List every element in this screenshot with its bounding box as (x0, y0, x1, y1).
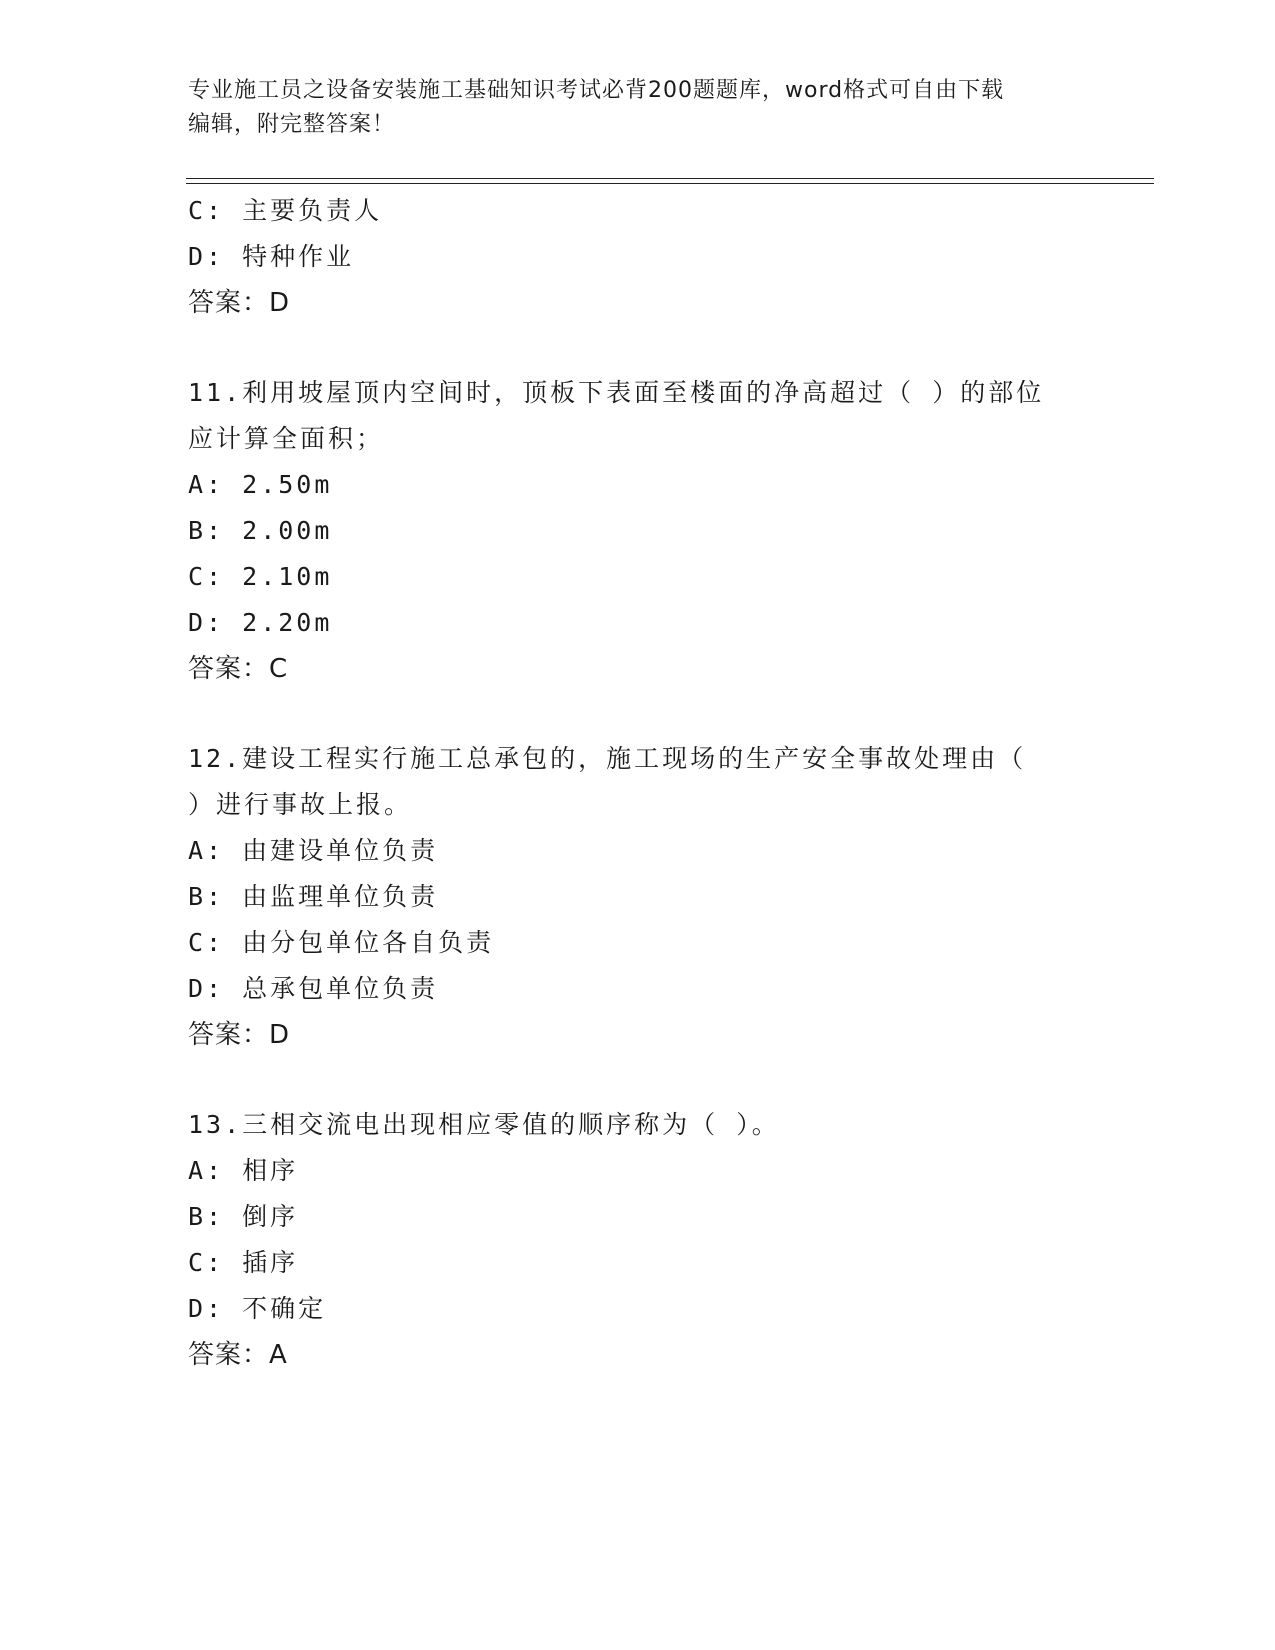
question-block-12 (188, 736, 1088, 1058)
option-b: B: 倒序 (188, 1202, 299, 1231)
answer-line: 答案：D (188, 288, 291, 318)
question-block-11 (188, 370, 1088, 692)
question-stem-line-1: 13.三相交流电出现相应零值的顺序称为（ ）。 (188, 1110, 780, 1139)
header-divider-bottom (186, 183, 1154, 184)
question-stem-line-2: ）进行事故上报。 (188, 790, 413, 819)
question-block-13 (188, 1102, 1088, 1378)
answer-line: 答案：D (188, 1020, 291, 1050)
option-c: C: 由分包单位各自负责 (188, 928, 495, 957)
header-title-line-1: 专业施工员之设备安装施工基础知识考试必背200题题库，word格式可自由下载 (188, 78, 1005, 103)
answer-line: 答案：C (188, 654, 289, 684)
option-d: D: 2.20m (188, 608, 333, 637)
option-d: D: 特种作业 (188, 242, 355, 271)
option-c: C: 插序 (188, 1248, 299, 1277)
spacer (188, 326, 1088, 370)
option-a: A: 相序 (188, 1156, 299, 1185)
option-d: D: 总承包单位负责 (188, 974, 439, 1003)
option-b: B: 2.00m (188, 516, 333, 545)
document-body (188, 188, 1088, 1378)
document-header (188, 74, 1068, 142)
option-b: B: 由监理单位负责 (188, 882, 439, 911)
option-c: C: 2.10m (188, 562, 333, 591)
header-divider-top (186, 178, 1154, 179)
question-block-prev (188, 188, 1088, 326)
question-stem-line-1: 11.利用坡屋顶内空间时，顶板下表面至楼面的净高超过（ ）的部位 (188, 378, 1045, 407)
question-stem-line-1: 12.建设工程实行施工总承包的，施工现场的生产安全事故处理由（ (188, 744, 1027, 773)
option-a: A: 由建设单位负责 (188, 836, 439, 865)
question-stem-line-2: 应计算全面积； (188, 424, 385, 453)
spacer (188, 1058, 1088, 1102)
option-d: D: 不确定 (188, 1294, 327, 1323)
answer-line: 答案：A (188, 1340, 288, 1370)
spacer (188, 692, 1088, 736)
option-c: C: 主要负责人 (188, 196, 383, 225)
option-a: A: 2.50m (188, 470, 333, 499)
header-title-line-2: 编辑，附完整答案！ (188, 112, 396, 137)
